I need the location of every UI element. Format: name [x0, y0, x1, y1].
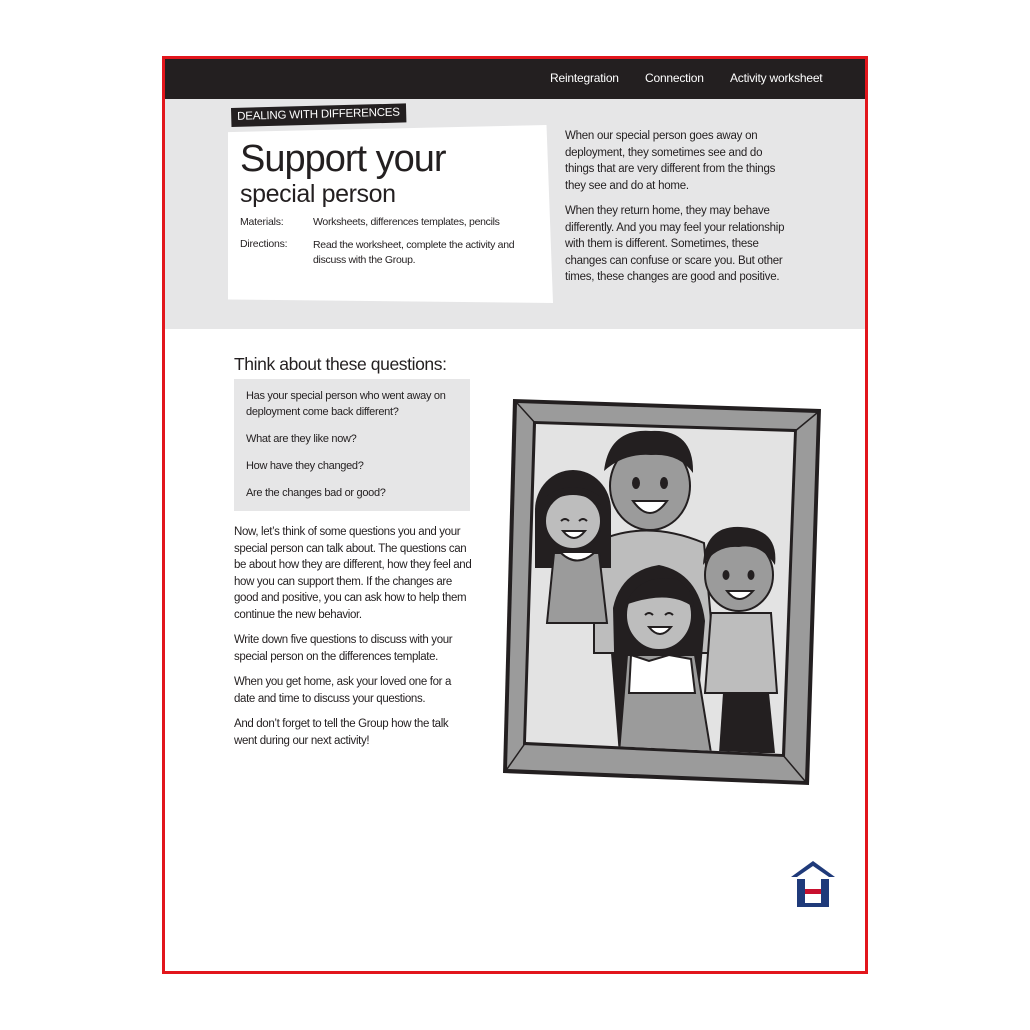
body-paragraph: When you get home, ask your loved one for a date and time to discuss your questions. [234, 676, 451, 705]
materials-label: Materials: [240, 216, 284, 228]
worksheet-page [162, 56, 868, 974]
house-logo-icon [789, 859, 837, 909]
question-item: How have they changed? [246, 460, 364, 472]
top-nav-bar [165, 59, 865, 99]
body-paragraph: Now, let’s think of some questions you and your special person can talk about. The questions can be about how they are different, how they feel and how you can support them. If the changes are good and positive, you can ask how to help them continue the new behavior. [234, 526, 472, 621]
questions-list [234, 379, 470, 501]
question-item: Has your special person who went away on deployment come back different? [246, 390, 446, 418]
activity-instructions [234, 524, 474, 758]
nav-connection[interactable]: Connection [645, 71, 704, 85]
section-tag: DEALING WITH DIFFERENCES [231, 103, 406, 127]
body-paragraph: Write down five questions to discuss with your special person on the differences template. [234, 634, 453, 663]
intro-paragraph: When they return home, they may behave differently. And you may feel your relationship with them is different. Sometimes, these changes can confuse or scare you. But other times, these changes are good and positive. [565, 205, 785, 283]
directions-label: Directions: [240, 238, 288, 250]
questions-heading: Think about these questions: [234, 354, 447, 374]
nav-reintegration[interactable]: Reintegration [550, 71, 619, 85]
nav-activity-worksheet[interactable]: Activity worksheet [730, 71, 823, 85]
page-title: Support your [240, 138, 446, 180]
family-photo-frame-illustration [499, 393, 825, 789]
question-item: Are the changes bad or good? [246, 487, 386, 499]
page-subtitle: special person [240, 180, 396, 208]
materials-text: Worksheets, differences templates, pencils [313, 216, 500, 228]
directions-text: Read the worksheet, complete the activity and discuss with the Group. [313, 239, 515, 266]
intro-text [565, 128, 790, 295]
body-paragraph: And don’t forget to tell the Group how the talk went during our next activity! [234, 718, 449, 747]
intro-paragraph: When our special person goes away on deployment, they sometimes see and do things that are very different from the things they see and do at home. [565, 130, 776, 192]
question-item: What are they like now? [246, 433, 357, 445]
questions-box [234, 379, 470, 511]
